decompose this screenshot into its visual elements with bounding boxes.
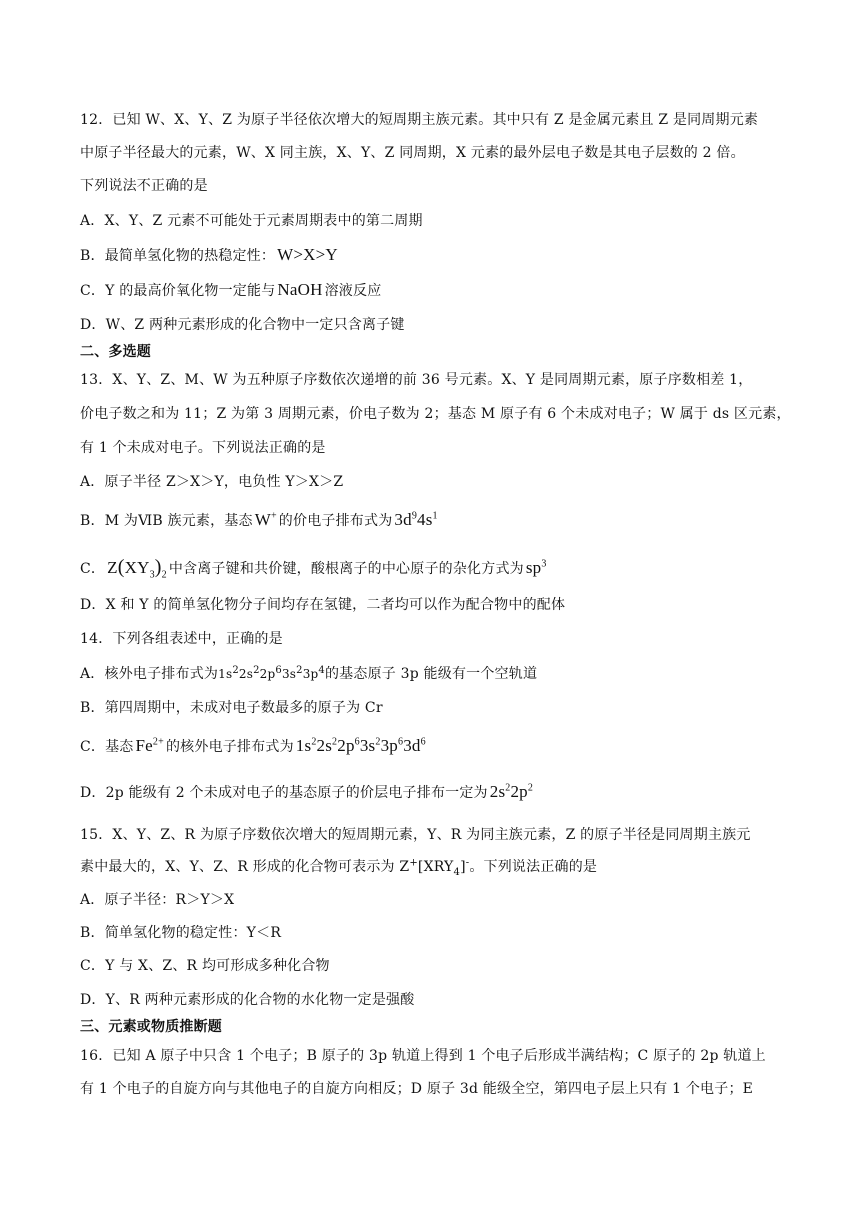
q14-option-d [80, 782, 535, 803]
section-heading-inference: 三、元素或物质推断题 [80, 1019, 222, 1035]
orbital-term: $1s^2$ [218, 665, 239, 681]
q14-option-d-config [490, 782, 533, 801]
q13-stem-line1: 13．X、Y、Z、M、W 为五种原子序数依次递增的前 36 号元素。X、Y 是同周期元素，原子序数相差 1， [80, 372, 753, 388]
q14-option-b: B．第四周期中，未成对电子数最多的原子为 Cr [80, 700, 383, 716]
q14-option-a-post: 的基态原子 3p 能级有一个空轨道 [324, 666, 538, 682]
q14-option-a [80, 664, 537, 684]
q14-option-d-pre: D．2p 能级有 2 个未成对电子的基态原子的价层电子排布一定为 [80, 785, 488, 801]
q13-stem-line3: 有 1 个未成对电子。下列说法正确的是 [80, 440, 326, 456]
orbital-term: $2p^6$ [259, 665, 282, 681]
q13-option-c-hybrid: $sp^3$ [525, 558, 547, 577]
q12-stem-line1: 12．已知 W、X、Y、Z 为原子半径依次增大的短周期主族元素。其中只有 Z 是金属元素且 Z 是同周期元素 [80, 112, 759, 128]
q15-option-a: A．原子半径：R＞Y＞X [80, 892, 235, 908]
q16-stem-line1: 16．已知 A 原子中只含 1 个电子；B 原子的 3p 轨道上得到 1 个电子后形成半满结构；C 原子的 2p 轨道上 [80, 1048, 766, 1064]
orbital-term: $2s^2$ [316, 736, 338, 755]
q15-stem-line2: 素中最大的，X、Y、Z、R 形成的化合物可表示为 $Z^+[XRY_4]^-$。下列说法正确的是 [80, 857, 598, 878]
section-heading-multi-choice: 二、多选题 [80, 344, 151, 360]
q12-option-c-post: 溶液反应 [324, 283, 382, 299]
q14-option-c-config [296, 736, 426, 755]
orbital-term: $2s^2$ [238, 665, 260, 681]
q12-option-a: A．X、Y、Z 元素不可能处于元素周期表中的第二周期 [80, 213, 423, 229]
q13-option-b-mid: 的价电子排布式为 [278, 513, 393, 529]
q12-option-c-formula: NaOH [277, 280, 323, 299]
q12-option-d: D．W、Z 两种元素形成的化合物中一定只含离子键 [80, 317, 405, 333]
q14-stem: 14．下列各组表述中，正确的是 [80, 631, 283, 647]
orbital-term: $3s^2$ [359, 736, 381, 755]
orbital-term: $3p^6$ [380, 736, 404, 755]
orbital-term: $2p^2$ [510, 782, 534, 801]
q13-option-c-label: C． [80, 561, 106, 577]
q14-option-c-ion: $Fe^{2+}$ [135, 736, 164, 755]
q16-stem-line2: 有 1 个电子的自旋方向与其他电子的自旋方向相反；D 原子 3d 能级全空，第四电子层上只有 1 个电子；E [80, 1081, 754, 1097]
q14-option-c [80, 736, 428, 757]
orbital-term: $2p^6$ [337, 736, 360, 755]
q13-stem-line2: 价电子数之和为 11；Z 为第 3 周期元素，价电子数为 2；基态 M 原子有 6 个未成对电子；W 属于 ds 区元素， [80, 406, 791, 422]
orbital-term: $3s^2$ [281, 665, 303, 681]
q15-option-c: C．Y 与 X、Z、R 均可形成多种化合物 [80, 958, 330, 974]
q15-stem-line1: 15．X、Y、Z、R 为原子序数依次增大的短周期元素，Y、R 为同主族元素，Z 的原子半径是同周期主族元 [80, 827, 751, 843]
q13-option-b-config: $3d^94s^1$ [394, 510, 438, 529]
q13-option-a: A．原子半径 Z＞X＞Y，电负性 Y＞X＞Z [80, 474, 344, 490]
q13-option-b-ion: W+ [254, 510, 277, 529]
q14-option-a-pre: A．核外电子排布式为 [80, 666, 219, 682]
q15-option-b: B．简单氢化物的稳定性：Y＜R [80, 925, 282, 941]
q12-stem-line3: 下列说法不正确的是 [80, 178, 208, 194]
q15-option-d: D．Y、R 两种元素形成的化合物的水化物一定是强酸 [80, 992, 415, 1008]
q13-option-b-pre: B．M 为ⅥB 族元素，基态 [80, 513, 253, 529]
orbital-term: $3d^6$ [403, 736, 426, 755]
orbital-term: $2s^2$ [489, 782, 511, 801]
q12-option-c [80, 280, 381, 301]
q13-option-c-formula: $Z(XY_3)_2$ [107, 556, 167, 581]
q12-stem-line2: 中原子半径最大的元素，W、X 同主族，X、Y、Z 同周期，X 元素的最外层电子数是其电子层数的 2 倍。 [80, 145, 745, 161]
q12-option-b-text: B．最简单氢化物的热稳定性： [80, 248, 276, 264]
q12-option-c-pre: C．Y 的最高价氧化物一定能与 [80, 283, 276, 299]
q14-option-a-config [218, 667, 325, 681]
q13-option-c [80, 557, 549, 579]
q12-option-b-formula: W>X>Y [277, 245, 338, 264]
q13-option-d: D．X 和 Y 的简单氢化物分子间均存在氢键，二者均可以作为配合物中的配体 [80, 597, 566, 613]
q14-option-c-mid: 的核外电子排布式为 [165, 739, 294, 755]
orbital-term: $1s^2$ [295, 736, 317, 755]
q13-option-b [80, 510, 440, 531]
orbital-term: $3p^4$ [302, 665, 325, 681]
q14-option-c-pre: C．基态 [80, 739, 134, 755]
q12-option-b [80, 245, 340, 266]
q13-option-c-mid: 中含离子键和共价键，酸根离子的中心原子的杂化方式为 [168, 561, 524, 577]
